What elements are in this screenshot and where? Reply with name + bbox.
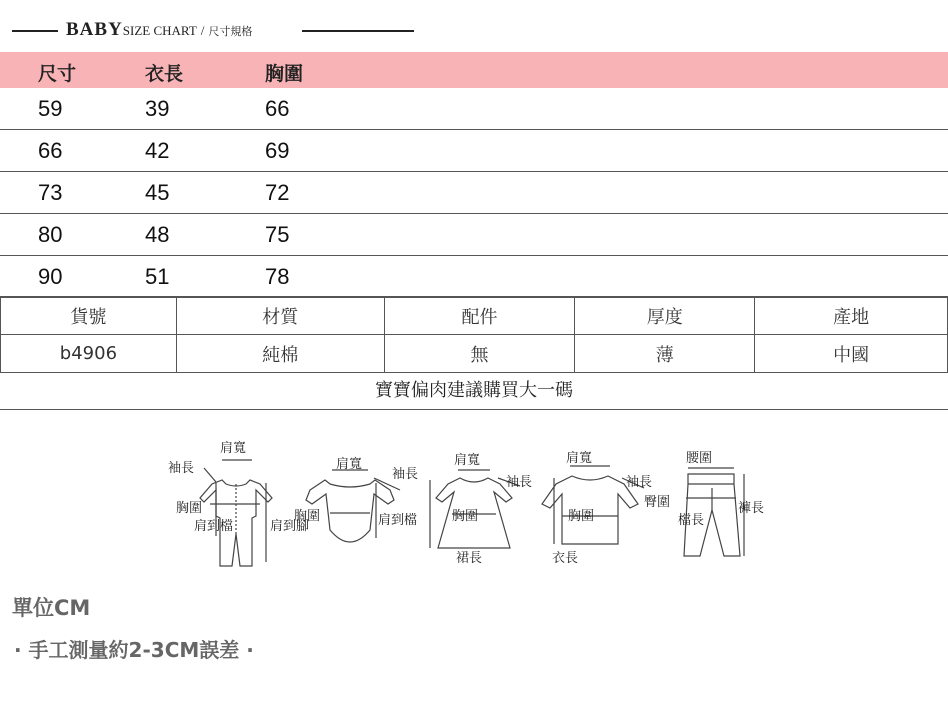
measurement-diagrams — [160, 438, 770, 588]
cell-size: 73 — [38, 180, 63, 205]
d3-shoulder-label: 肩寬 — [454, 453, 481, 468]
cell-chest: 75 — [265, 222, 290, 247]
d1-shoulder-foot-label: 肩到腳 — [270, 519, 310, 534]
d4-shoulder-label: 肩寬 — [566, 451, 593, 466]
d3-sleeve-label: 袖長 — [506, 475, 533, 490]
spec-header-thickness: 厚度 — [575, 297, 755, 335]
cell-chest: 66 — [265, 96, 290, 121]
cell-chest: 69 — [265, 138, 290, 163]
spec-header-item-no: 貨號 — [1, 297, 177, 335]
spec-header-origin: 產地 — [755, 297, 948, 335]
table-row — [0, 172, 948, 214]
d4-length-label: 衣長 — [552, 551, 579, 566]
d5-hip-label: 臀圍 — [644, 495, 671, 510]
size-advice-note: 寶寶偏肉建議購買大一碼 — [0, 372, 948, 410]
d3-chest-label: 胸圍 — [452, 509, 479, 524]
d1-shoulder-label: 肩寬 — [220, 441, 247, 456]
subtitle-cn-text: 尺寸規格 — [208, 25, 253, 38]
spec-value-thickness: 薄 — [575, 335, 755, 373]
cell-length: 39 — [145, 96, 170, 121]
spec-value-row — [1, 335, 948, 373]
cell-size: 66 — [38, 138, 63, 163]
size-table — [0, 52, 948, 298]
d4-sleeve-label: 袖長 — [626, 475, 653, 490]
size-chart-title — [12, 14, 416, 48]
spec-value-origin: 中國 — [755, 335, 948, 373]
measurement-error-note: · 手工測量約2-3CM誤差 · — [14, 638, 254, 662]
spec-table — [0, 296, 948, 373]
spec-value-accessories: 無 — [384, 335, 575, 373]
header-length: 衣長 — [145, 63, 184, 85]
spec-header-accessories: 配件 — [384, 297, 575, 335]
d2-shoulder-crotch-label: 肩到檔 — [378, 513, 418, 528]
d4-chest-label: 胸圍 — [568, 509, 595, 524]
subtitle-text: SIZE CHART — [122, 23, 197, 38]
title-line-right — [302, 30, 414, 32]
cell-length: 42 — [145, 138, 170, 163]
title-separator: / — [200, 23, 205, 38]
d1-shoulder-crotch-label: 肩到檔 — [194, 519, 234, 534]
cell-size: 80 — [38, 222, 63, 247]
header-chest: 胸圍 — [265, 63, 304, 85]
cell-length: 45 — [145, 180, 170, 205]
cell-length: 51 — [145, 264, 170, 289]
d2-chest-label: 胸圍 — [294, 509, 321, 524]
unit-label: 單位CM — [12, 596, 91, 620]
d2-sleeve-label: 袖長 — [392, 467, 419, 482]
d1-sleeve-label: 袖長 — [168, 461, 195, 476]
cell-chest: 72 — [265, 180, 290, 205]
d3-skirt-length-label: 裙長 — [456, 551, 483, 566]
spec-value-material: 純棉 — [176, 335, 384, 373]
d2-shoulder-label: 肩寬 — [336, 457, 363, 472]
pants-diagram — [684, 468, 744, 556]
cell-size: 90 — [38, 264, 63, 289]
d5-pants-length-label: 褲長 — [738, 501, 765, 516]
romper-long-diagram — [200, 460, 272, 566]
header-size: 尺寸 — [38, 63, 77, 85]
spec-header-row — [1, 297, 948, 335]
d1-chest-label: 胸圍 — [176, 501, 203, 516]
size-table-header — [0, 52, 948, 88]
spec-header-material: 材質 — [176, 297, 384, 335]
brand-text: BABY — [66, 19, 123, 40]
title-text — [66, 19, 252, 41]
table-row — [0, 256, 948, 298]
table-row — [0, 130, 948, 172]
d5-crotch-label: 檔長 — [678, 513, 705, 528]
table-row — [0, 214, 948, 256]
cell-length: 48 — [145, 222, 170, 247]
spec-value-item-no: b4906 — [1, 335, 177, 373]
d5-waist-label: 腰圍 — [686, 451, 713, 466]
title-line-left — [12, 30, 58, 32]
bodysuit-diagram — [306, 470, 400, 542]
cell-chest: 78 — [265, 264, 290, 289]
table-row — [0, 88, 948, 130]
cell-size: 59 — [38, 96, 63, 121]
